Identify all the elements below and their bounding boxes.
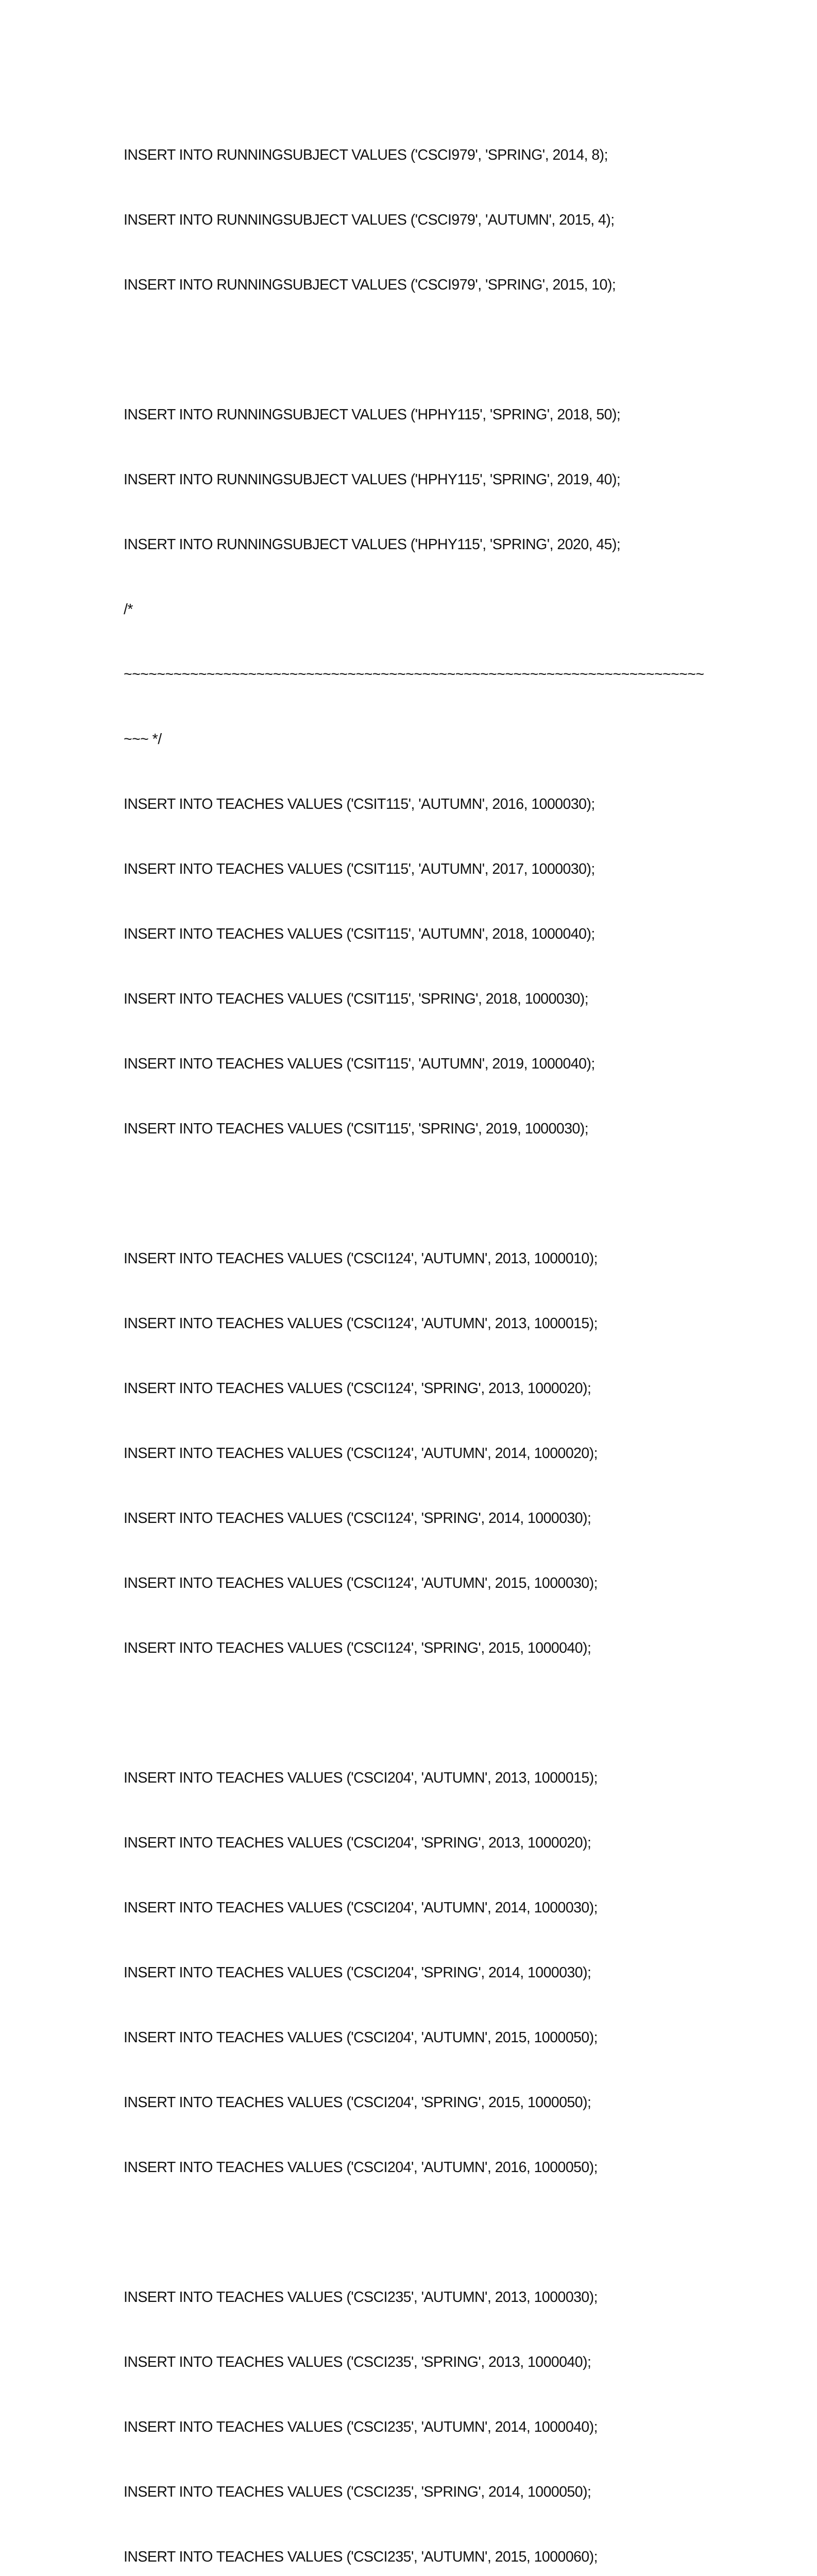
document-line: INSERT INTO TEACHES VALUES ('CSIT115', 'AUTUMN', 2016, 1000030); <box>124 796 595 812</box>
comment-tilde-line: ~~~~~~~~~~~~~~~~~~~~~~~~~~~~~~~~~~~~~~~~~~~~~~~~~~~~~~~~~~~~~~~~~~~~~~ <box>124 666 704 683</box>
document-line: INSERT INTO TEACHES VALUES ('CSCI235', 'AUTUMN', 2013, 1000030); <box>124 2289 598 2306</box>
document-line: INSERT INTO TEACHES VALUES ('CSCI235', 'SPRING', 2013, 1000040); <box>124 2354 591 2370</box>
document-line: INSERT INTO TEACHES VALUES ('CSCI204', 'AUTUMN', 2015, 1000050); <box>124 2029 598 2046</box>
document-line: INSERT INTO TEACHES VALUES ('CSIT115', 'AUTUMN', 2018, 1000040); <box>124 926 595 942</box>
blank-line <box>124 2222 793 2243</box>
comment-start: /* <box>124 601 133 618</box>
blank-line <box>124 339 793 361</box>
document-line: INSERT INTO TEACHES VALUES ('CSCI124', 'SPRING', 2013, 1000020); <box>124 1380 591 1397</box>
blank-line <box>124 1183 793 1205</box>
document-line: INSERT INTO RUNNINGSUBJECT VALUES ('CSCI979', 'SPRING', 2015, 10); <box>124 277 616 293</box>
document-line: INSERT INTO TEACHES VALUES ('CSCI124', 'AUTUMN', 2013, 1000015); <box>124 1315 598 1332</box>
document-line: INSERT INTO TEACHES VALUES ('CSCI204', 'SPRING', 2014, 1000030); <box>124 1964 591 1981</box>
document-line: INSERT INTO TEACHES VALUES ('CSCI235', 'AUTUMN', 2015, 1000060); <box>124 2549 598 2565</box>
document-line: INSERT INTO TEACHES VALUES ('CSIT115', 'AUTUMN', 2019, 1000040); <box>124 1056 595 1072</box>
document-line: INSERT INTO TEACHES VALUES ('CSCI124', 'AUTUMN', 2013, 1000010); <box>124 1250 598 1267</box>
document-line: INSERT INTO TEACHES VALUES ('CSCI204', 'AUTUMN', 2013, 1000015); <box>124 1770 598 1786</box>
document-line: INSERT INTO TEACHES VALUES ('CSCI124', 'SPRING', 2014, 1000030); <box>124 1510 591 1527</box>
document-line: INSERT INTO TEACHES VALUES ('CSCI204', 'AUTUMN', 2016, 1000050); <box>124 2159 598 2176</box>
document-line: INSERT INTO TEACHES VALUES ('CSCI235', 'AUTUMN', 2014, 1000040); <box>124 2419 598 2435</box>
sql-insert-statements <box>124 101 793 2576</box>
document-line: INSERT INTO TEACHES VALUES ('CSCI124', 'SPRING', 2015, 1000040); <box>124 1640 591 1656</box>
document-line: INSERT INTO TEACHES VALUES ('CSCI124', 'AUTUMN', 2015, 1000030); <box>124 1575 598 1591</box>
blank-line <box>124 1702 793 1724</box>
document-line: INSERT INTO RUNNINGSUBJECT VALUES ('CSCI979', 'AUTUMN', 2015, 4); <box>124 212 615 228</box>
document-line: INSERT INTO TEACHES VALUES ('CSIT115', 'AUTUMN', 2017, 1000030); <box>124 861 595 877</box>
document-line: INSERT INTO RUNNINGSUBJECT VALUES ('HPHY115', 'SPRING', 2020, 45); <box>124 536 621 553</box>
document-line: INSERT INTO TEACHES VALUES ('CSCI204', 'SPRING', 2013, 1000020); <box>124 1835 591 1851</box>
document-line: INSERT INTO TEACHES VALUES ('CSCI204', 'AUTUMN', 2014, 1000030); <box>124 1900 598 1916</box>
document-line: INSERT INTO TEACHES VALUES ('CSCI124', 'AUTUMN', 2014, 1000020); <box>124 1445 598 1462</box>
document-line: INSERT INTO TEACHES VALUES ('CSIT115', 'SPRING', 2018, 1000030); <box>124 991 589 1007</box>
comment-end: ~~~ */ <box>124 731 162 748</box>
document-line: INSERT INTO RUNNINGSUBJECT VALUES ('HPHY115', 'SPRING', 2018, 50); <box>124 406 621 423</box>
document-line: INSERT INTO RUNNINGSUBJECT VALUES ('HPHY115', 'SPRING', 2019, 40); <box>124 471 621 488</box>
document-line: INSERT INTO TEACHES VALUES ('CSCI204', 'SPRING', 2015, 1000050); <box>124 2094 591 2111</box>
document-line: INSERT INTO TEACHES VALUES ('CSCI235', 'SPRING', 2014, 1000050); <box>124 2484 591 2500</box>
document-line: INSERT INTO TEACHES VALUES ('CSIT115', 'SPRING', 2019, 1000030); <box>124 1121 589 1137</box>
document-line: INSERT INTO RUNNINGSUBJECT VALUES ('CSCI979', 'SPRING', 2014, 8); <box>124 147 608 163</box>
